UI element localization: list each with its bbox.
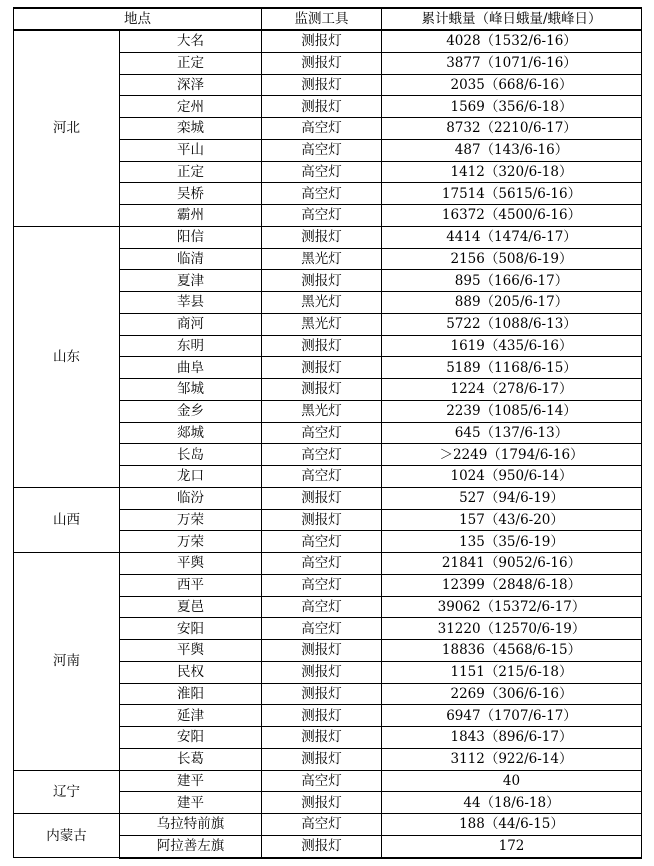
site-cell: 栾城	[120, 118, 262, 140]
tool-cell: 测报灯	[262, 96, 382, 118]
site-cell: 平山	[120, 139, 262, 161]
tool-cell: 测报灯	[262, 792, 382, 814]
province-cell: 内蒙古	[14, 814, 120, 858]
site-cell: 正定	[120, 161, 262, 183]
count-cell: 8732（2210/6-17）	[382, 118, 642, 140]
province-cell: 河南	[14, 553, 120, 771]
table-row	[14, 814, 642, 836]
tool-cell: 测报灯	[262, 335, 382, 357]
site-cell: 民权	[120, 661, 262, 683]
site-cell: 阳信	[120, 226, 262, 248]
count-cell: 645（137/6-13）	[382, 422, 642, 444]
site-cell: 龙口	[120, 466, 262, 488]
count-cell: 16372（4500/6-16）	[382, 205, 642, 227]
tool-cell: 测报灯	[262, 835, 382, 857]
site-cell: 长岛	[120, 444, 262, 466]
count-cell: 3112（922/6-14）	[382, 748, 642, 770]
site-cell: 霸州	[120, 205, 262, 227]
count-cell: 1024（950/6-14）	[382, 466, 642, 488]
tool-cell: 高空灯	[262, 422, 382, 444]
site-cell: 深泽	[120, 74, 262, 96]
count-cell: 31220（12570/6-19）	[382, 618, 642, 640]
tool-cell: 测报灯	[262, 30, 382, 52]
tool-cell: 测报灯	[262, 487, 382, 509]
site-cell: 建平	[120, 792, 262, 814]
tool-cell: 高空灯	[262, 770, 382, 792]
site-cell: 临汾	[120, 487, 262, 509]
table-row	[14, 553, 642, 575]
site-cell: 万荣	[120, 531, 262, 553]
site-cell: 安阳	[120, 618, 262, 640]
count-cell: 6947（1707/6-17）	[382, 705, 642, 727]
site-cell: 正定	[120, 52, 262, 74]
site-cell: 长葛	[120, 748, 262, 770]
province-cell: 山西	[14, 487, 120, 552]
tool-cell: 高空灯	[262, 466, 382, 488]
tool-cell: 黑光灯	[262, 400, 382, 422]
site-cell: 定州	[120, 96, 262, 118]
count-cell: 1151（215/6-18）	[382, 661, 642, 683]
count-cell: 1843（896/6-17）	[382, 727, 642, 749]
tool-cell: 高空灯	[262, 574, 382, 596]
tool-cell: 测报灯	[262, 270, 382, 292]
count-cell: 4028（1532/6-16）	[382, 30, 642, 52]
moth-count-table	[13, 7, 642, 859]
site-cell: 西平	[120, 574, 262, 596]
count-cell: 5722（1088/6-13）	[382, 313, 642, 335]
count-cell: 1412（320/6-18）	[382, 161, 642, 183]
table-row	[14, 30, 642, 52]
site-cell: 延津	[120, 705, 262, 727]
site-cell: 商河	[120, 313, 262, 335]
tool-cell: 高空灯	[262, 183, 382, 205]
site-cell: 淮阳	[120, 683, 262, 705]
count-cell: 188（44/6-15）	[382, 814, 642, 836]
tool-cell: 高空灯	[262, 553, 382, 575]
count-cell: 487（143/6-16）	[382, 139, 642, 161]
header-count: 累计蛾量（峰日蛾量/蛾峰日）	[382, 8, 642, 30]
province-cell: 河北	[14, 30, 120, 226]
tool-cell: 测报灯	[262, 74, 382, 96]
tool-cell: 测报灯	[262, 509, 382, 531]
site-cell: 夏津	[120, 270, 262, 292]
count-cell: 2239（1085/6-14）	[382, 400, 642, 422]
tool-cell: 测报灯	[262, 748, 382, 770]
site-cell: 阿拉善左旗	[120, 835, 262, 857]
tool-cell: 黑光灯	[262, 292, 382, 314]
count-cell: 18836（4568/6-15）	[382, 640, 642, 662]
tool-cell: 黑光灯	[262, 313, 382, 335]
count-cell: 5189（1168/6-15）	[382, 357, 642, 379]
count-cell: 21841（9052/6-16）	[382, 553, 642, 575]
site-cell: 夏邑	[120, 596, 262, 618]
tool-cell: 高空灯	[262, 531, 382, 553]
tool-cell: 高空灯	[262, 161, 382, 183]
header-row	[14, 8, 642, 30]
province-cell: 山东	[14, 226, 120, 487]
table-row	[14, 487, 642, 509]
site-cell: 曲阜	[120, 357, 262, 379]
site-cell: 东明	[120, 335, 262, 357]
header-location: 地点	[14, 8, 262, 30]
tool-cell: 测报灯	[262, 683, 382, 705]
count-cell: 4414（1474/6-17）	[382, 226, 642, 248]
count-cell: 2035（668/6-16）	[382, 74, 642, 96]
count-cell: 3877（1071/6-16）	[382, 52, 642, 74]
count-cell: 1619（435/6-16）	[382, 335, 642, 357]
tool-cell: 高空灯	[262, 444, 382, 466]
tool-cell: 高空灯	[262, 118, 382, 140]
count-cell: 12399（2848/6-18）	[382, 574, 642, 596]
site-cell: 吴桥	[120, 183, 262, 205]
site-cell: 乌拉特前旗	[120, 814, 262, 836]
site-cell: 万荣	[120, 509, 262, 531]
tool-cell: 测报灯	[262, 226, 382, 248]
count-cell: 172	[382, 835, 642, 857]
count-cell: 44（18/6-18）	[382, 792, 642, 814]
site-cell: 安阳	[120, 727, 262, 749]
count-cell: 135（35/6-19）	[382, 531, 642, 553]
tool-cell: 测报灯	[262, 727, 382, 749]
count-cell: 17514（5615/6-16）	[382, 183, 642, 205]
count-cell: 40	[382, 770, 642, 792]
count-cell: 2156（508/6-19）	[382, 248, 642, 270]
count-cell: 889（205/6-17）	[382, 292, 642, 314]
tool-cell: 黑光灯	[262, 248, 382, 270]
count-cell: 1569（356/6-18）	[382, 96, 642, 118]
site-cell: 平舆	[120, 640, 262, 662]
tool-cell: 高空灯	[262, 618, 382, 640]
count-cell: 895（166/6-17）	[382, 270, 642, 292]
tool-cell: 测报灯	[262, 640, 382, 662]
tool-cell: 高空灯	[262, 596, 382, 618]
tool-cell: 测报灯	[262, 379, 382, 401]
site-cell: 临清	[120, 248, 262, 270]
count-cell: 2269（306/6-16）	[382, 683, 642, 705]
site-cell: 郯城	[120, 422, 262, 444]
table-row	[14, 770, 642, 792]
site-cell: 莘县	[120, 292, 262, 314]
province-cell: 辽宁	[14, 770, 120, 814]
tool-cell: 测报灯	[262, 357, 382, 379]
count-cell: 1224（278/6-17）	[382, 379, 642, 401]
count-cell: 527（94/6-19）	[382, 487, 642, 509]
count-cell: ＞2249（1794/6-16）	[382, 444, 642, 466]
count-cell: 39062（15372/6-17）	[382, 596, 642, 618]
table-row	[14, 226, 642, 248]
site-cell: 建平	[120, 770, 262, 792]
tool-cell: 测报灯	[262, 661, 382, 683]
site-cell: 大名	[120, 30, 262, 52]
count-cell: 157（43/6-20）	[382, 509, 642, 531]
tool-cell: 高空灯	[262, 814, 382, 836]
tool-cell: 测报灯	[262, 52, 382, 74]
tool-cell: 高空灯	[262, 139, 382, 161]
tool-cell: 高空灯	[262, 205, 382, 227]
site-cell: 邹城	[120, 379, 262, 401]
tool-cell: 测报灯	[262, 705, 382, 727]
site-cell: 平舆	[120, 553, 262, 575]
site-cell: 金乡	[120, 400, 262, 422]
header-tool: 监测工具	[262, 8, 382, 30]
